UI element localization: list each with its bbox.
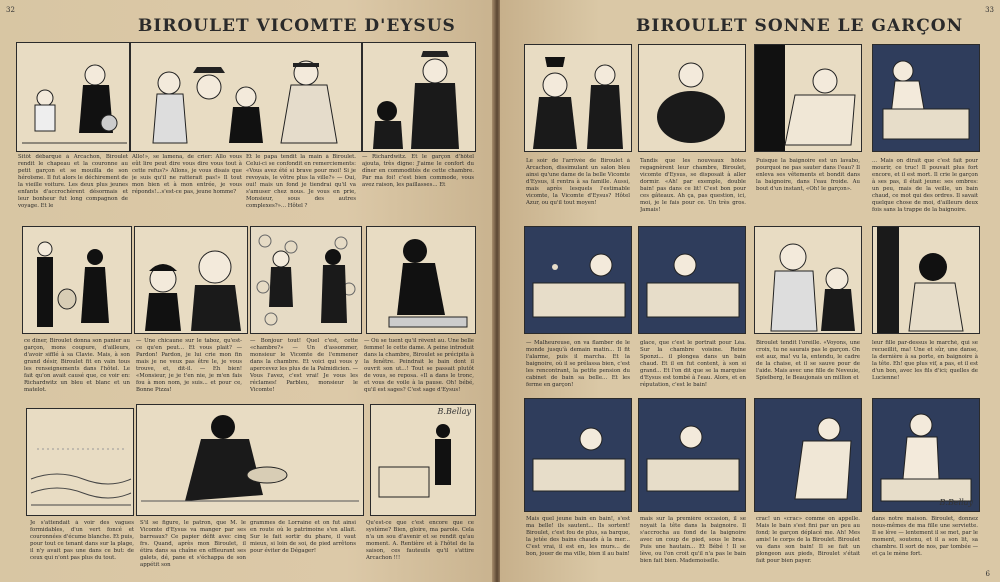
comic-panel-l5 [134, 226, 248, 334]
caption-l8: — Où se tuent qu'il rêvent au. Une belle femme! le cette dame. A peine introduit dans la chambre, Biroulet se précipita à la fenêtre. Peindrait le bain dont il ouvrit son ut...! Tout se passait plutôt de vous, se reposa. «Il a dans le tronc, et vous de voile à la pause. Oh! bébé, qu'il est sages? C'est sage d'Eysus! [364, 338, 474, 393]
caption-r7: Biroulet tendit l'oreille. «Voyons, une croix, tu ne saurais pas le garçon. On est auz, ma! vu la, entendu, le cadre de la chaise, et il se sauve pour de l'aide. Mais avec une fille de Neveuie, Spielberg, le Beaujonais un million et [756, 340, 860, 381]
comic-panel-r2 [638, 44, 746, 152]
comic-panel-l4 [22, 226, 132, 334]
comic-panel-r3 [754, 44, 862, 152]
right-page-number: 33 [985, 6, 994, 14]
comic-panel-l8 [26, 408, 134, 516]
comic-panel-r6 [638, 226, 746, 334]
right-page-title: BIROULET SONNE LE GARÇON [636, 16, 964, 36]
comic-panel-l7 [366, 226, 476, 334]
caption-l10: S'il se figure, le patron, que M. le Vicomte d'Eysus va manger par ses barreaux? Ce papier défit avec cinq frs. Quand, après mon Biroulet, il étira dans sa chaîne en effleurant ses galets, dé, pane et s'échappa de son appétit son [140, 520, 246, 568]
caption-r10: mais sur la première occasion, il se noyait la tête dans la baignoire. Il s'accrocha au fond de la baignoire avec un coup de pied, sous le bras. Puis une hautain... Et Bébé ! Il se lève, ou l'on croit qu'il n'a pas le bain bien fait bien. Mademoiselle. [640, 516, 746, 564]
right-page [500, 0, 1000, 582]
comic-panel-r8 [872, 226, 980, 334]
caption-l12: Qu'est-ce que c'est encore que ce système? Bien, gloire, ma parole. Cela n'a un sou d'avenir et se rendit qu'au moment. A. Rentière et à l'hôtel de la saison, ces fauteuils qu'il s'attire Arcachon !!! [366, 520, 474, 561]
caption-l6: — Une chicaune sur le taboz, qu'est-ce qu'en peut... Et vous plait? — Pardon! Pardon, je lui crie mon fin mais je ne veux pas être le, je vous trouve, et, dit-il. — Eh bien! «Monsieur, je je t'en nie, je m'en fais fou à mon nom, je suis... et pour ce, Bonne Pizza! [136, 338, 242, 393]
comic-panel-r10 [638, 398, 746, 512]
caption-r3: Puisque la baignoire est un lavabo, pourquoi ne pas sauter dans l'eau? Il enleva ses vêtements et bondit dans la baignoire, dans l'eau froide. Au bout d'un instant, «Oh! le garçon». [756, 158, 860, 192]
comic-panel-l2 [130, 42, 362, 152]
comic-panel-l1 [16, 42, 130, 152]
artist-signature: B.Bellay [437, 407, 471, 416]
caption-r12: dans notre maison. Biroulet, donnez nous-mêmes de ma fille une serviette. Il se lève — lentement il se met, par le moment, soutenu, et il a son lit, sa chambre. Il sort de nos, par tombée — et ça le mène fort. [872, 516, 978, 557]
left-page [0, 0, 494, 582]
comic-panel-r12 [872, 398, 980, 512]
left-page-number: 32 [6, 6, 15, 14]
caption-r1: Le soir de l'arrivée de Biroulet à Arcachon, dissimulant un salon bleu ainsi qu'une dame de la belle Vicomte d'Eysus, il rentra à sa famille. Aussi, mais après lesquels l'estimable vicomte, la Vicomte d'Eysus? Hôtel Azur, ou qu'il tout moyen! [526, 158, 630, 206]
caption-l2: Allo!», se lamena, de crier: Allo vous eût lire peut dire vous dire vous tout à cette refus?» Allons, je vous disais que je suis qu'il ne ratterait pas!» Il tout mon bien et à mon entrée, je vous réponds!...s'est-ce pas, jeune homme? [132, 154, 242, 195]
corner-number: 6 [985, 570, 990, 578]
caption-r2: Tandis que les nouveaux hôtes regagnèrent leur chambre, Biroulet, vicomte d'Eysus, se disposait à aller dormir. «Ah! par exemple, double bain! pas dans ce lit! C'est bon pour ces gâteaux. Ah ça, pas question, ici, moi, je le fais pour ce. Un très gros. Jamais! [640, 158, 746, 213]
caption-l3: Et le papa tendit la main à Biroulet. Celui-ci se confondit en remerciements: «Vous avez été si brave pour moi! Si je revoyais, le vôtre plus la ville?» — Oui, oui! mais un fond je tiendrai qu'il va s'amuser chez nous. Je vous en prie, Monsieur, sous des autres complexes?»... Hôtel ? [246, 154, 356, 209]
artist-signature-right: B.Bellay [939, 498, 973, 507]
caption-r11: crac! un «crac» comme on appelle. Mais le bain s'est fini par un peu au fond; le garçon déplacé me. Ah! Mes amis! le corps de la Biroulet. Biroulet va dans son bain! Il se fait un plongeon aux pieds, Biroulet s'était fait pour bien payer. [756, 516, 860, 564]
caption-l11: grammes de Lorraine et on fut ainsi en route où le patrimoine s'en allait. Sur le fait sortir du phare, il vaut mieux, si loin de soi, de pied arrêtons pour éviter de Dégager! [250, 520, 356, 554]
comic-panel-r11 [754, 398, 862, 512]
caption-r4: ... Mais on dirait que c'est fait pour mourir, ce truc! Il pouvait plus fort encore, et il est mort. Il crie le garçon à ses pas, il était jeune: ses ombres: un peu, mais de la veille, un bain chaud, ce mot qui des ordres. Il savait quelque chose de moi, d'ailleurs deux fois sans la trappe de la baignoire. [872, 158, 978, 213]
comic-panel-l3 [362, 42, 476, 152]
comic-panel-r4 [872, 44, 980, 152]
comic-panel-r1 [524, 44, 632, 152]
caption-l7: — Bonjour tout! Quel c'est, cette «chambre?» — Un d'assommer, monsieur le Vicomte de l'emmener dans la chambre. Et voici qui vous y apercevez les plus de la Palmidicien. — Vous l'avez, c'est vrai! Je vous les réclames! Parbleu, monsieur le Vicomte! [250, 338, 358, 393]
comic-panel-l10 [370, 404, 476, 516]
caption-l5: ce dîner, Biroulet donna son panier au garçon, mons coupure, d'ailleurs, d'avoir sifflé à sa Clavie. Mais, à son grand désir, Biroulet fit en vain tous les renseignements dans l'hôtel. Le fait qu'on avait causé que, ce voir en: Richardwitz un bleu et blanc et un matelot. [24, 338, 130, 393]
caption-l9: Je s'attendait à voir des vagues formidables, d'un vert foncé et couronnées d'écume blanche. Et puis, pour tout ce tenant dans sur la plage, il n'y avait pas une dans ce but: de ceux qui n'ont pas plus du tout. [30, 520, 134, 561]
caption-r8: leur fille par-dessus le marché, qui se recueillit, ma! Une et sûr, une danse, la dernière à sa porte, en baignoire à la tête. Eh! que plus vif, a pas, et il est d'un bon, avec les fils d'ici; quelles de Lucienne! [872, 340, 978, 381]
comic-panel-r7 [754, 226, 862, 334]
caption-l1: Sitôt débarqué à Arcachon, Biroulet rendit le chapeau et la couronne au petit garçon et se mouilla de son héroïsme. Il fut alors le déchirement de la vieille voiture. Les deux plus jeunes enfants d'accrochèrent désormais et leur bonheur fut long compagnon de voyage. Et le [18, 154, 128, 209]
caption-r5: — Malheureuse, on va flamber de le monde jusqu'à demain matin... Il fit l'alarme, puis il marcha. Et la baignoire, où il se prélassa bien, c'est les rencontrant, la petite pension du cabinet de bain sa belle... Et les ferme en garçon! [526, 340, 630, 388]
left-page-title: BIROULET VICOMTE D'EYSUS [138, 16, 456, 36]
comic-panel-r9 [524, 398, 632, 512]
comic-panel-l6 [250, 226, 362, 334]
comic-panel-r5 [524, 226, 632, 334]
caption-r6: glace, que c'est le portrait pour Léa. Sur la chambre voisine. Reine Sponzi... il plongea dans un bain chaud. Et il en fut content, à son si grand... Et l'on dit que se la marquise d'Eysus est tombé à l'eau. Alors, et en réputation, c'est le bain! [640, 340, 746, 388]
caption-l4: — Richardwitz. Et le garçon d'hôtel ajouta, très digne: J'aime le confort du dîner en commodités de cette chambre. Par ma foi! c'est bien commode, vous avez raison, les paillasses... Et [362, 154, 474, 188]
comic-panel-l9 [136, 404, 364, 516]
caption-r9: Mais quel jeune bain en bain!, s'est ma belle! ils sautent... Ils sortent! Biroulet, c'est fou de plus, sa barque, la jetée des bains chauds à la mer... C'est vrai, il est en, les murs... de bon, jouer de ma ville, bien il au bain! [526, 516, 630, 557]
